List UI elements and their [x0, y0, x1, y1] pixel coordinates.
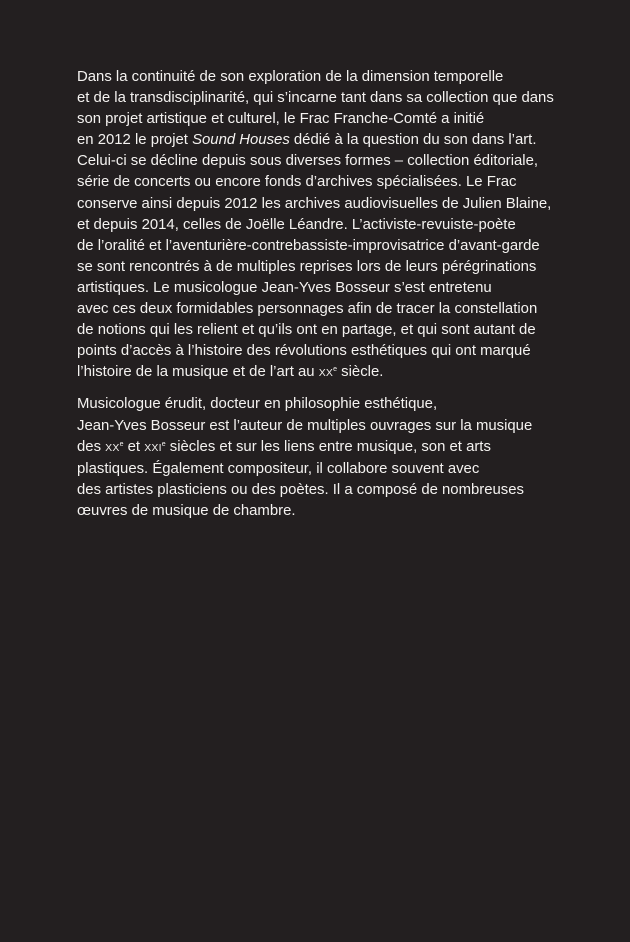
text-line: avec ces deux formidables personnages afin de tracer la constellation	[77, 301, 538, 318]
text-fragment: siècles et sur les liens entre musique, son et arts	[165, 438, 491, 455]
text-line	[77, 130, 567, 151]
ordinal-suffix: e	[161, 440, 166, 448]
text-line: série de concerts ou encore fonds d’archives spécialisées. Le Frac	[77, 174, 517, 191]
text-line: et de la transdisciplinarité, qui s’incarne tant dans sa collection que dans	[77, 90, 554, 107]
text-line: Musicologue érudit, docteur en philosophie esthétique,	[77, 396, 438, 413]
paragraph-intro	[77, 67, 567, 384]
text-fragment: dédié à la question du son dans l’art.	[289, 132, 537, 149]
text-line: de notions qui les relient et qu’ils ont en partage, et qui sont autant de	[77, 322, 536, 339]
text-line: points d’accès à l’histoire des révolutions esthétiques qui ont marqué	[77, 343, 531, 360]
text-fragment: des	[77, 438, 106, 455]
century-numeral: XX	[318, 367, 334, 380]
text-line: Dans la continuité de son exploration de la dimension temporelle	[77, 69, 504, 85]
text-fragment: en 2012 le projet	[77, 132, 193, 149]
body-text	[77, 67, 567, 522]
ordinal-suffix: e	[119, 440, 124, 448]
paragraph-author-bio	[77, 394, 567, 522]
text-line: conserve ainsi depuis 2012 les archives audiovisuelles de Julien Blaine,	[77, 195, 552, 212]
ordinal-suffix: e	[333, 366, 338, 374]
text-fragment: et	[123, 438, 145, 455]
century-numeral: XX	[105, 441, 120, 454]
text-line: plastiques. Également compositeur, il collabore souvent avec	[77, 460, 480, 477]
text-line: et depuis 2014, celles de Joëlle Léandre. L’activiste-revuiste-poète	[77, 216, 516, 233]
text-line: artistiques. Le musicologue Jean-Yves Bosseur s’est entretenu	[77, 279, 492, 296]
text-line: de l’oralité et l’aventurière-contrebassiste-improvisatrice d’avant-garde	[77, 237, 540, 254]
text-line: œuvres de musique de chambre.	[77, 502, 296, 519]
text-line	[77, 362, 567, 384]
text-line: se sont rencontrés à de multiples reprises lors de leurs pérégrinations	[77, 258, 537, 275]
text-line: Jean-Yves Bosseur est l’auteur de multiples ouvrages sur la musique	[77, 417, 533, 434]
text-fragment: siècle.	[337, 364, 384, 381]
text-line: son projet artistique et culturel, le Frac Franche-Comté a initié	[77, 111, 485, 128]
text-line	[77, 437, 567, 459]
text-fragment: l’histoire de la musique et de l’art au	[77, 364, 319, 381]
century-numeral: XXI	[144, 441, 162, 454]
text-line: des artistes plasticiens ou des poètes. Il a composé de nombreuses	[77, 481, 524, 498]
text-line: Celui-ci se décline depuis sous diverses formes – collection éditoriale,	[77, 153, 539, 170]
project-title: Sound Houses	[192, 132, 290, 149]
